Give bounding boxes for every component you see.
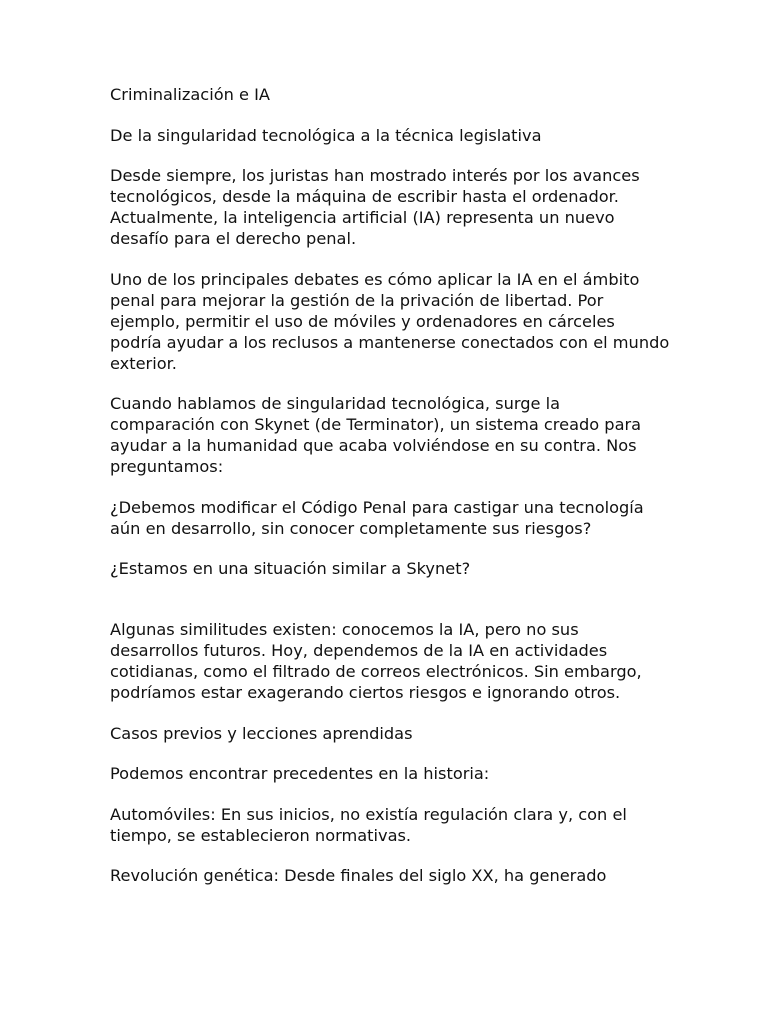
paragraph: Algunas similitudes existen: conocemos la IA, pero no sus desarrollos futuros. Hoy, dependemos de la IA en actividades cotidianas, como el filtrado de correos electrónicos. Sin embargo, podríamos estar exagerando ciertos riesgos e ignorando otros. bbox=[110, 620, 642, 702]
paragraph: Uno de los principales debates es cómo aplicar la IA en el ámbito penal para mejorar la gestión de la privación de libertad. Por ejemplo, permitir el uso de móviles y ordenadores en cárceles podría ayudar a los reclusos a mantenerse conectados con el mundo exterior. bbox=[110, 269, 670, 373]
paragraph: Cuando hablamos de singularidad tecnológica, surge la comparación con Skynet (de Terminator), un sistema creado para ayudar a la humanidad que acaba volviéndose en su contra. Nos preguntamos: bbox=[110, 394, 642, 476]
paragraph: Desde siempre, los juristas han mostrado interés por los avances tecnológicos, desde la máquina de escribir hasta el ordenador. Actualmente, la inteligencia artificial (IA) representa un nuevo desafío para el derecho penal. bbox=[110, 166, 640, 248]
section-intro: Podemos encontrar precedentes en la historia: bbox=[110, 764, 490, 783]
document-title: Criminalización e IA bbox=[110, 85, 270, 104]
question-paragraph: ¿Debemos modificar el Código Penal para castigar una tecnología aún en desarrollo, sin conocer completamente sus riesgos? bbox=[110, 497, 644, 538]
section-heading: Casos previos y lecciones aprendidas bbox=[110, 723, 413, 743]
document-subtitle: De la singularidad tecnológica a la técnica legislativa bbox=[110, 125, 542, 145]
document-body bbox=[110, 84, 670, 906]
section-item: Revolución genética: Desde finales del siglo XX, ha generado bbox=[110, 866, 607, 885]
question-paragraph: ¿Estamos en una situación similar a Skynet? bbox=[110, 559, 471, 578]
section-item: Automóviles: En sus inicios, no existía regulación clara y, con el tiempo, se establecieron normativas. bbox=[110, 804, 627, 845]
